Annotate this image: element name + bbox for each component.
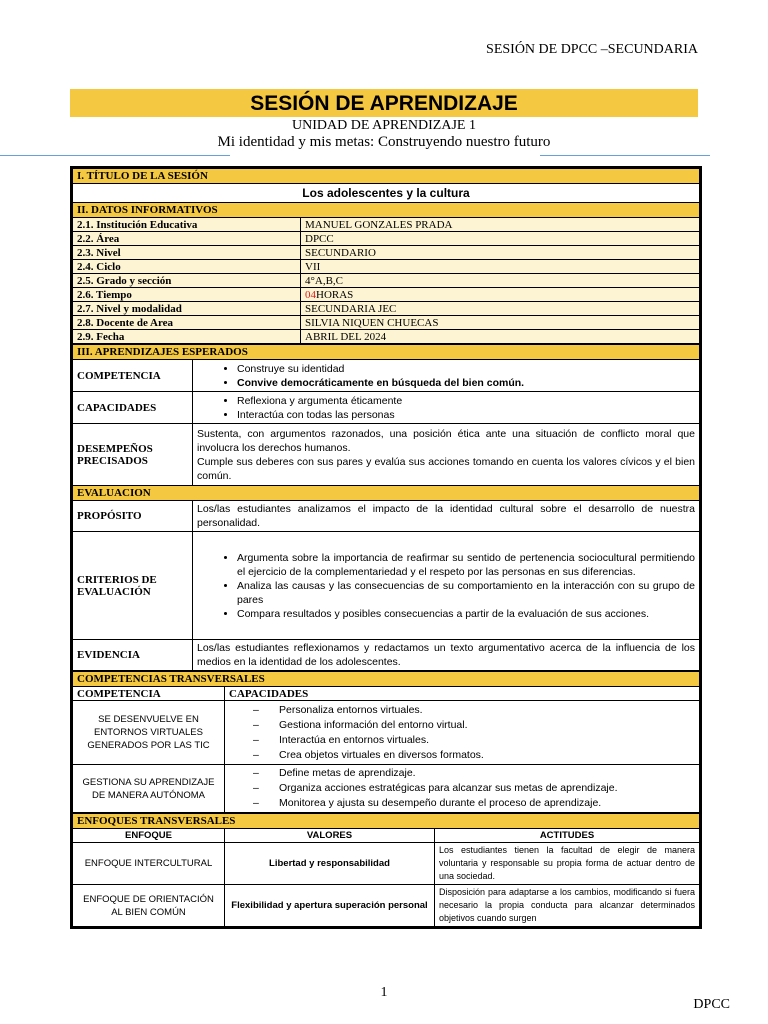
column-header-valores: VALORES [225,829,435,843]
section-title-heading: I. TÍTULO DE LA SESIÓN [73,169,700,184]
info-label: 2.9. Fecha [73,330,301,344]
enfoque-valor: Libertad y responsabilidad [225,843,435,885]
enfoque-actitud: Los estudiantes tienen la facultad de elegir de manera voluntaria y responsable su propia forma de actuar dentro de una sociedad. [435,843,700,885]
capacidad-item: – Gestiona información del entorno virtual. [279,718,695,733]
info-value: SECUNDARIA JEC [301,302,700,316]
section-enfoques-heading: ENFOQUES TRANSVERSALES [73,814,700,829]
capacidad-item: – Crea objetos virtuales en diversos formatos. [279,748,695,763]
competencia-item: • Construye su identidad [237,362,695,376]
section-datos-heading: II. DATOS INFORMATIVOS [73,203,700,218]
time-unit: HORAS [316,288,354,301]
evidencia-text: Los/las estudiantes reflexionamos y redactamos un texto argumentativo acerca de la influencia de los medios en la identidad de los adolescentes. [193,640,700,671]
criterio-item: • Argumenta sobre la importancia de reafirmar su sentido de pertenencia sociocultural permitiendo el ejercicio de la complementariedad y el respeto por las personas en sus diferencias. [237,551,695,579]
capacidad-item: – Organiza acciones estratégicas para alcanzar sus metas de aprendizaje. [279,781,695,796]
page-footer: DPCC [693,997,730,1012]
criterios-cell [193,532,700,640]
column-header-competencia: COMPETENCIA [73,687,225,701]
capacidad-item: • Reflexiona y argumenta éticamente [237,394,695,408]
info-label: 2.7. Nivel y modalidad [73,302,301,316]
enfoque-name: ENFOQUE INTERCULTURAL [73,843,225,885]
decorative-line-left [0,155,230,156]
decorative-line-right [540,155,710,156]
enfoque-valor: Flexibilidad y apertura superación personal [225,885,435,927]
info-label: 2.8. Docente de Area [73,316,301,330]
unit-title: Mi identidad y mis metas: Construyendo nuestro futuro [217,134,551,150]
page-header: SESIÓN DE DPCC –SECUNDARIA [486,42,698,57]
datos-table [72,168,700,344]
criterio-item: • Compara resultados y posibles consecuencias a partir de la evaluación de sus acciones. [237,607,695,621]
transversal-competencia: GESTIONA SU APRENDIZAJE DE MANERA AUTÓNOMA [73,765,225,813]
info-value: ABRIL DEL 2024 [301,330,700,344]
desempeno-text: Sustenta, con argumentos razonados, una posición ética ante una situación de conflicto moral que involucra los derechos humanos. [197,427,695,454]
desempenos-cell [193,424,700,486]
capacidad-item: – Personaliza entornos virtuales. [279,703,695,718]
document-title: SESIÓN DE APRENDIZAJE [70,89,698,117]
unit-label: UNIDAD DE APRENDIZAJE 1 [292,118,476,133]
proposito-label: PROPÓSITO [73,501,193,532]
criterios-label: CRITERIOS DE EVALUACIÓN [73,532,193,640]
session-table [70,166,702,929]
time-number: 04 [305,288,316,301]
capacidad-item: – Define metas de aprendizaje. [279,766,695,781]
capacidades-label: CAPACIDADES [73,392,193,424]
column-header-actitudes: ACTITUDES [435,829,700,843]
desempeno-text: Cumple sus deberes con sus pares y evalúa sus acciones tomando en cuenta los valores cívicos y el bien común. [197,455,695,482]
criterio-item: • Analiza las causas y las consecuencias de su comportamiento en la interacción con su grupo de pares [237,579,695,607]
transversal-capacidades [225,765,700,813]
info-value: SILVIA NIQUEN CHUECAS [301,316,700,330]
info-value: SECUNDARIO [301,246,700,260]
proposito-text: Los/las estudiantes analizamos el impacto de la identidad cultural sobre el desarrollo de nuestra personalidad. [193,501,700,532]
competencia-cell [193,360,700,392]
evidencia-label: EVIDENCIA [73,640,193,671]
column-header-capacidades: CAPACIDADES [225,687,700,701]
capacidades-cell [193,392,700,424]
capacidad-item: – Monitorea y ajusta su desempeño durante el proceso de aprendizaje. [279,796,695,811]
column-header-enfoque: ENFOQUE [73,829,225,843]
capacidad-item: – Interactúa en entornos virtuales. [279,733,695,748]
transversales-table [72,671,700,813]
session-title: Los adolescentes y la cultura [73,184,700,203]
section-evaluacion-heading: EVALUACION [73,486,700,501]
page-number: 1 [380,985,388,1000]
transversal-capacidades [225,701,700,765]
transversal-competencia: SE DESENVUELVE EN ENTORNOS VIRTUALES GENERADOS POR LAS TIC [73,701,225,765]
enfoque-actitud: Disposición para adaptarse a los cambios, modificando si fuera necesario la propia conducta para alcanzar determinados objetivos cuando surgen [435,885,700,927]
info-value: DPCC [301,232,700,246]
competencia-label: COMPETENCIA [73,360,193,392]
desempenos-label: DESEMPEÑOS PRECISADOS [73,424,193,486]
info-label: 2.6. Tiempo [73,288,301,302]
enfoque-name: ENFOQUE DE ORIENTACIÓN AL BIEN COMÚN [73,885,225,927]
info-label: 2.4. Ciclo [73,260,301,274]
capacidad-item: • Interactúa con todas las personas [237,408,695,422]
info-value: 4°A,B,C [301,274,700,288]
section-transversales-heading: COMPETENCIAS TRANSVERSALES [73,672,700,687]
info-label: 2.1. Institución Educativa [73,218,301,232]
info-value-time [301,288,700,302]
aprendizajes-table [72,344,700,671]
info-label: 2.2. Área [73,232,301,246]
competencia-item: • Convive democráticamente en búsqueda del bien común. [237,376,695,390]
info-value: VII [301,260,700,274]
section-aprendizajes-heading: III. APRENDIZAJES ESPERADOS [73,345,700,360]
info-label: 2.3. Nivel [73,246,301,260]
enfoques-table [72,813,700,927]
info-value: MANUEL GONZALES PRADA [301,218,700,232]
info-label: 2.5. Grado y sección [73,274,301,288]
